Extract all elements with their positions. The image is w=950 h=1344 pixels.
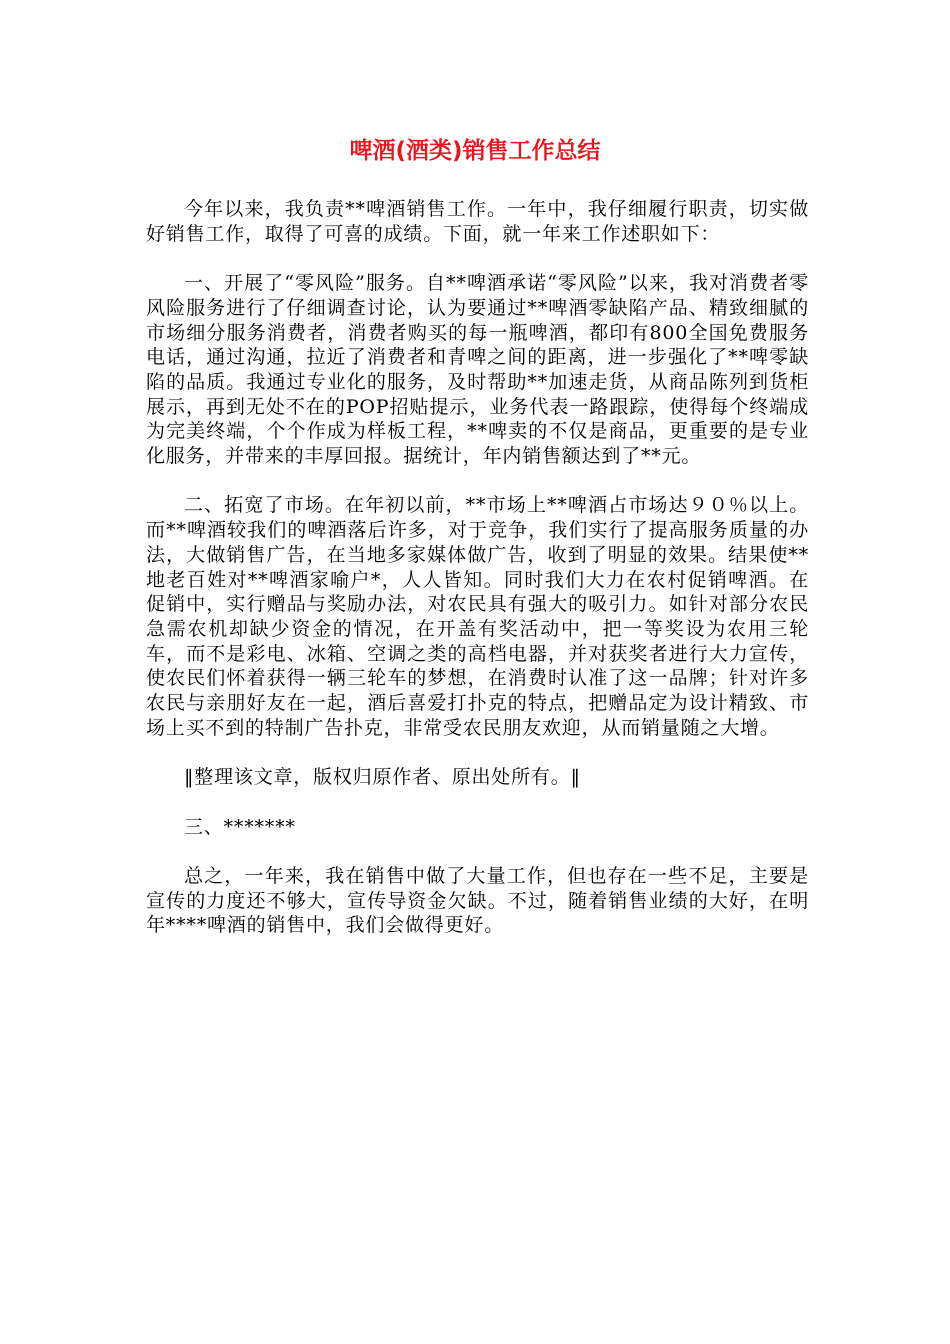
paragraph-intro: 今年以来，我负责**啤酒销售工作。一年中，我仔细履行职责，切实做好销售工作，取得了可喜的成绩。下面，就一年来工作述职如下：: [146, 198, 809, 245]
paragraph-market-expansion: 二、拓宽了市场。在年初以前，**市场上**啤酒占市场达９０％以上。而**啤酒较我们的啤酒落后许多，对于竞争，我们实行了提高服务质量的办法，大做销售广告，在当地多家媒体做广告，收到了明显的效果。结果使**地老百姓对**啤酒家喻户*，人人皆知。同时我们大力在农村促销啤酒。在促销中，实行赠品与奖励办法，对农民具有强大的吸引力。如针对部分农民急需农机却缺少资金的情况，在开盖有奖活动中，把一等奖设为农用三轮车，而不是彩电、冰箱、空调之类的高档电器，并对获奖者进行大力宣传，使农民们怀着获得一辆三轮车的梦想，在消费时认准了这一品牌；针对许多农民与亲朋好友在一起，酒后喜爱打扑克的特点，把赠品定为设计精致、市场上买不到的特制广告扑克，非常受农民朋友欢迎，从而销量随之大增。: [146, 494, 809, 739]
paragraph-zero-risk-service: 一、开展了“零风险”服务。自**啤酒承诺“零风险”以来，我对消费者零风险服务进行了仔细调查讨论，认为要通过**啤酒零缺陷产品、精致细腻的市场细分服务消费者，消费者购买的每一瓶啤酒，都印有800全国免费服务电话，通过沟通，拉近了消费者和青啤之间的距离，进一步强化了**啤零缺陷的品质。我通过专业化的服务，及时帮助**加速走货，从商品陈列到货柜展示，再到无处不在的POP招贴提示，业务代表一路跟踪，使得每个终端成为完美终端，个个作成为样板工程，**啤卖的不仅是商品，更重要的是专业化服务，并带来的丰厚回报。据统计，年内销售额达到了**元。: [146, 272, 809, 468]
paragraph-section-three: 三、*******: [184, 815, 296, 838]
paragraph-conclusion: 总之，一年来，我在销售中做了大量工作，但也存在一些不足，主要是宣传的力度还不够大，宣传导资金欠缺。不过，随着销售业绩的大好，在明年****啤酒的销售中，我们会做得更好。: [146, 864, 809, 937]
document-title: 啤酒(酒类)销售工作总结: [349, 138, 601, 164]
document-body: [146, 197, 809, 938]
paragraph-copyright-notice: ‖整理该文章，版权归原作者、原出处所有。‖: [184, 766, 581, 789]
